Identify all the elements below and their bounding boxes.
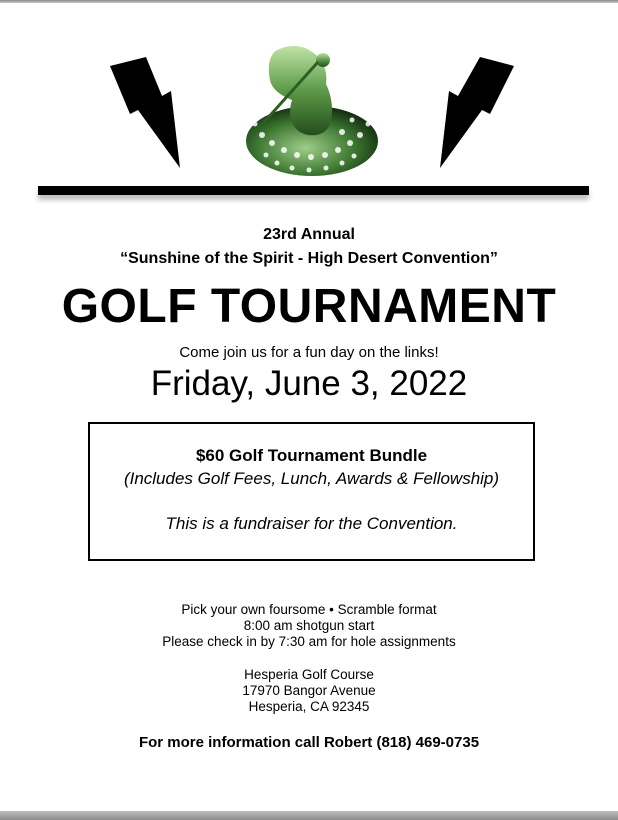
venue-name: Hesperia Golf Course bbox=[244, 667, 374, 682]
lightning-bolt-icon-left bbox=[110, 57, 180, 168]
start-time-line: 8:00 am shotgun start bbox=[243, 618, 375, 633]
check-in-line: Please check in by 7:30 am for hole assignments bbox=[162, 634, 456, 649]
page-bottom-edge bbox=[0, 811, 618, 820]
header-art bbox=[0, 0, 618, 200]
golfer-on-golf-ball-icon bbox=[246, 46, 378, 176]
bundle-box bbox=[88, 422, 535, 561]
venue-address bbox=[0, 667, 618, 715]
bundle-includes: (Includes Golf Fees, Lunch, Awards & Fellowship) bbox=[123, 469, 500, 488]
contact-info: For more information call Robert (818) 469-0735 bbox=[138, 734, 480, 751]
bundle-title: $60 Golf Tournament Bundle bbox=[195, 446, 428, 465]
lightning-bolt-icon-right bbox=[440, 57, 514, 168]
venue-street: 17970 Bangor Avenue bbox=[242, 683, 376, 698]
page-title: GOLF TOURNAMENT bbox=[61, 280, 557, 333]
invite-text: Come join us for a fun day on the links! bbox=[179, 344, 439, 361]
format-line: Pick your own foursome • Scramble format bbox=[181, 602, 437, 617]
fundraiser-note: This is a fundraiser for the Convention. bbox=[165, 514, 458, 533]
tournament-details bbox=[0, 602, 618, 650]
header-rule bbox=[38, 186, 589, 195]
event-edition: 23rd Annual bbox=[263, 226, 355, 243]
event-date: Friday, June 3, 2022 bbox=[150, 364, 468, 403]
venue-city: Hesperia, CA 92345 bbox=[248, 699, 370, 714]
event-name: “Sunshine of the Spirit - High Desert Convention” bbox=[120, 250, 498, 267]
